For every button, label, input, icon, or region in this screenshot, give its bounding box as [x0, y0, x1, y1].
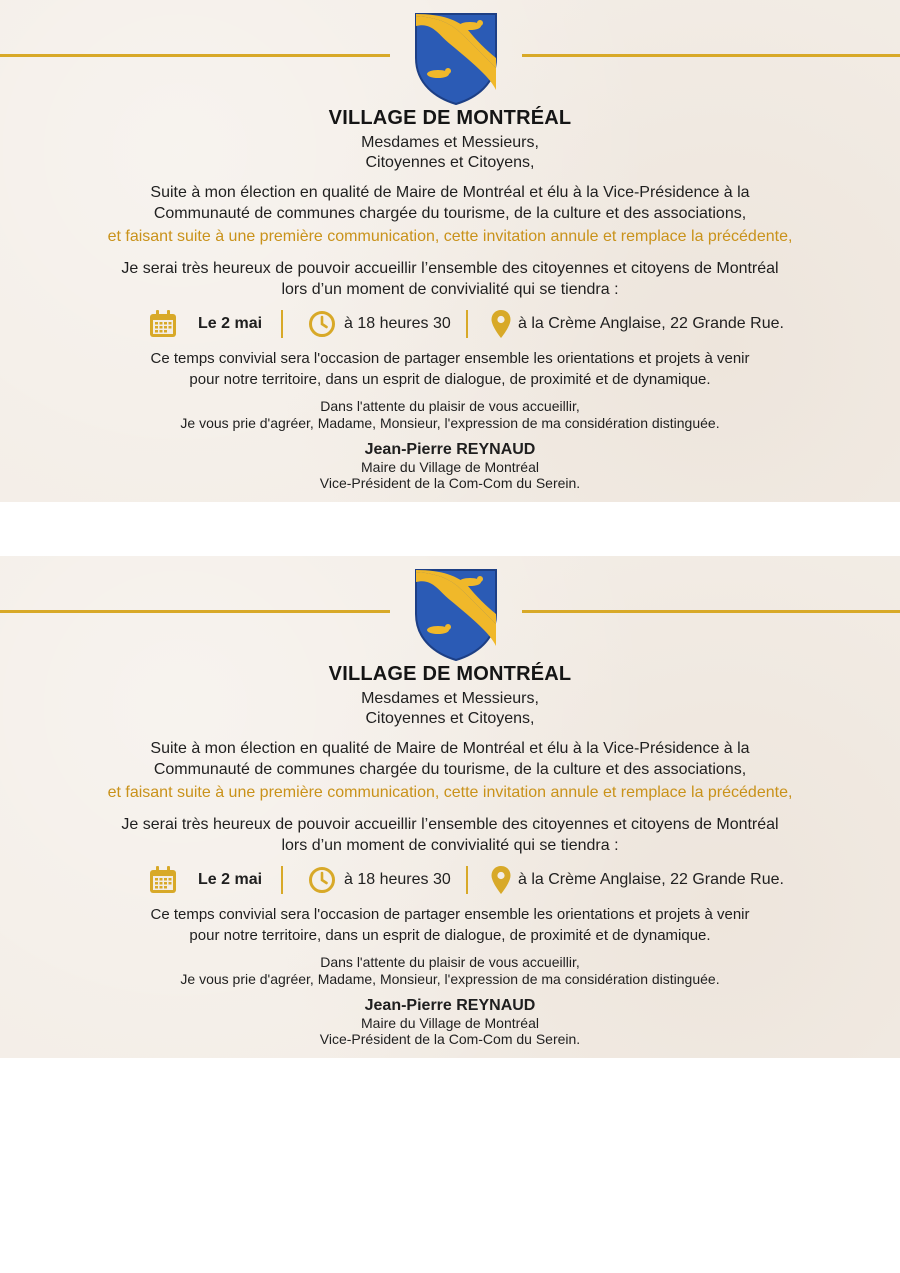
gold-divider-left [0, 610, 390, 613]
salutation-line-1: Mesdames et Messieurs, [361, 690, 539, 707]
separator [281, 866, 283, 894]
event-place: à la Crème Anglaise, 22 Grande Rue. [518, 871, 784, 888]
body-line-5: lors d’un moment de convivialité qui se tiendra : [281, 837, 619, 854]
body-line-2: Communauté de communes chargée du tourisme, de la culture et des associations, [153, 205, 747, 222]
closing-line-2: Je vous prie d'agréer, Madame, Monsieur, l'expression de ma considération distinguée. [180, 415, 720, 431]
calendar-icon [148, 865, 178, 895]
signature-role-2: Vice-Président de la Com-Com du Serein. [319, 475, 581, 491]
event-time: à 18 heures 30 [344, 315, 451, 332]
page-title: VILLAGE DE MONTRÉAL [328, 663, 572, 685]
map-pin-icon [490, 865, 512, 895]
separator [466, 866, 468, 894]
signature-role-1: Maire du Village de Montréal [361, 1015, 539, 1031]
signature-role-2: Vice-Président de la Com-Com du Serein. [319, 1031, 581, 1047]
body-line-4: Je serai très heureux de pouvoir accueillir l’ensemble des citoyennes et citoyens de Montréal [121, 816, 779, 833]
clock-icon [308, 310, 336, 338]
event-details [148, 308, 784, 340]
gold-divider-right [522, 610, 900, 613]
event-date: Le 2 mai [198, 315, 263, 332]
gold-divider-right [522, 54, 900, 57]
body-line-5: lors d’un moment de convivialité qui se tiendra : [281, 281, 619, 298]
closing-line-2: Je vous prie d'agréer, Madame, Monsieur, l'expression de ma considération distinguée. [180, 971, 720, 987]
event-place: à la Crème Anglaise, 22 Grande Rue. [518, 315, 784, 332]
invitation-card [0, 556, 900, 1058]
salutation-line-1: Mesdames et Messieurs, [361, 134, 539, 151]
gold-divider-left [0, 54, 390, 57]
salutation-line-2: Citoyennes et Citoyens, [365, 710, 535, 727]
body-line-1: Suite à mon élection en qualité de Maire de Montréal et élu à la Vice-Présidence à la [150, 740, 750, 757]
salutation-line-2: Citoyennes et Citoyens, [365, 154, 535, 171]
clock-icon [308, 866, 336, 894]
invitation-card [0, 0, 900, 502]
separator [466, 310, 468, 338]
signature-name: Jean-Pierre REYNAUD [364, 997, 536, 1014]
event-time: à 18 heures 30 [344, 871, 451, 888]
body-line-2: Communauté de communes chargée du tourisme, de la culture et des associations, [153, 761, 747, 778]
body-line-7: pour notre territoire, dans un esprit de dialogue, de proximité et de dynamique. [189, 927, 711, 944]
highlight-notice: et faisant suite à une première communication, cette invitation annule et remplace la précédente, [107, 784, 793, 801]
coat-of-arms [414, 12, 498, 106]
signature-role-1: Maire du Village de Montréal [361, 459, 539, 475]
body-line-7: pour notre territoire, dans un esprit de dialogue, de proximité et de dynamique. [189, 371, 711, 388]
separator [281, 310, 283, 338]
closing-line-1: Dans l'attente du plaisir de vous accueillir, [320, 954, 580, 970]
body-line-1: Suite à mon élection en qualité de Maire de Montréal et élu à la Vice-Présidence à la [150, 184, 750, 201]
body-line-6: Ce temps convivial sera l'occasion de partager ensemble les orientations et projets à venir [150, 906, 750, 923]
signature-name: Jean-Pierre REYNAUD [364, 441, 536, 458]
coat-of-arms [414, 568, 498, 662]
body-line-4: Je serai très heureux de pouvoir accueillir l’ensemble des citoyennes et citoyens de Montréal [121, 260, 779, 277]
event-details [148, 864, 784, 896]
page-title: VILLAGE DE MONTRÉAL [328, 107, 572, 129]
closing-line-1: Dans l'attente du plaisir de vous accueillir, [320, 398, 580, 414]
map-pin-icon [490, 309, 512, 339]
highlight-notice: et faisant suite à une première communication, cette invitation annule et remplace la précédente, [107, 228, 793, 245]
body-line-6: Ce temps convivial sera l'occasion de partager ensemble les orientations et projets à venir [150, 350, 750, 367]
event-date: Le 2 mai [198, 871, 263, 888]
calendar-icon [148, 309, 178, 339]
